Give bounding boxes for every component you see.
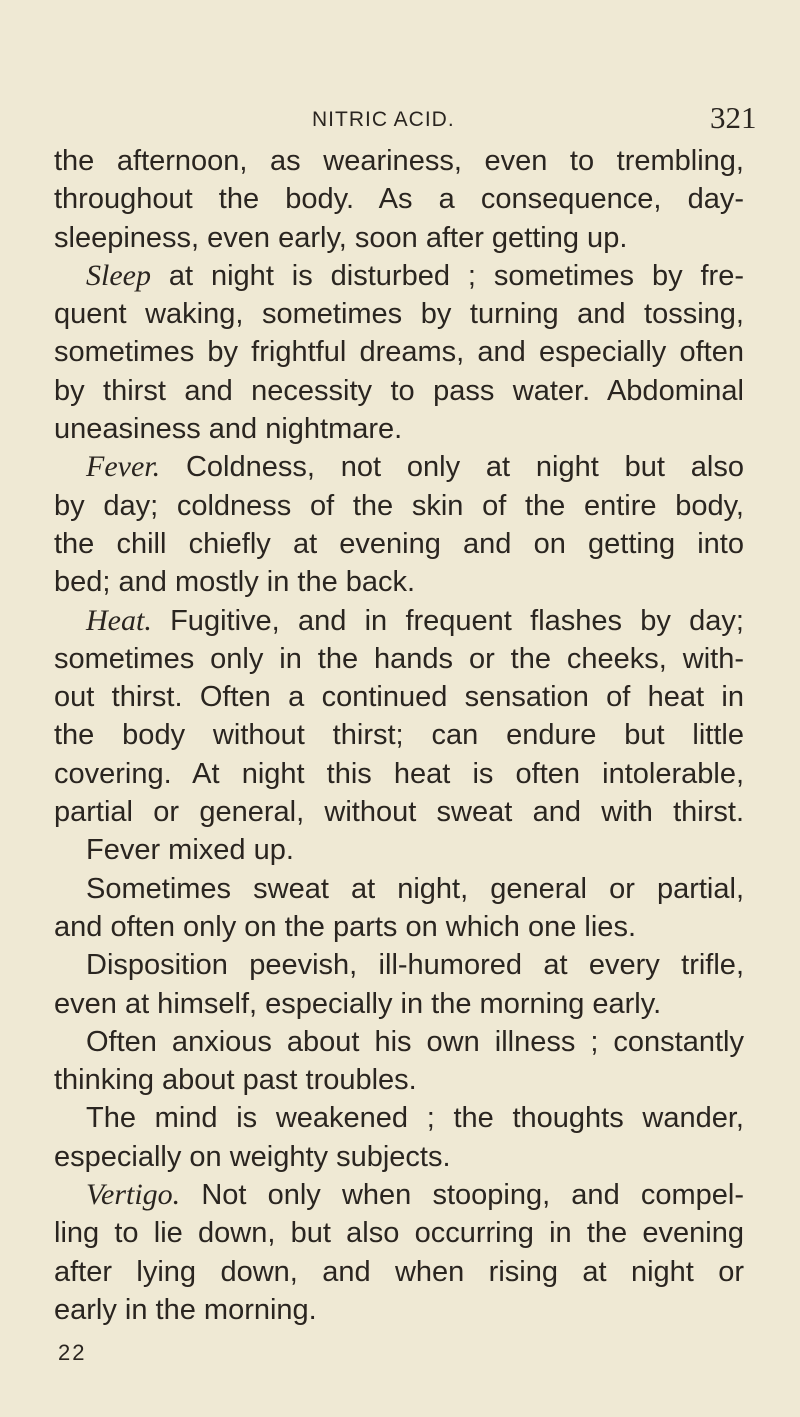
text-segment: uneasiness and nightmare.	[54, 413, 403, 446]
text-segment: by day; coldness of the skin of the entire body,	[54, 489, 744, 522]
text-segment: Disposition peevish, ill-humored at every trifle,	[86, 949, 744, 982]
text-segment: out thirst. Often a continued sensation of heat in	[54, 681, 744, 714]
text-line	[54, 831, 744, 869]
text-segment: even at himself, especially in the morning early.	[54, 987, 662, 1020]
text-segment: the afternoon, as weariness, even to trembling,	[54, 145, 744, 177]
text-segment: thinking about past troubles.	[54, 1064, 417, 1097]
running-title: NITRIC ACID.	[312, 108, 455, 131]
text-segment: especially on weighty subjects.	[54, 1140, 451, 1173]
text-line	[54, 1023, 744, 1061]
text-line	[54, 678, 744, 716]
text-line	[54, 372, 744, 410]
section-heading: Vertigo.	[86, 1178, 181, 1212]
text-line	[54, 1291, 744, 1329]
text-line	[54, 333, 744, 371]
text-line	[54, 142, 744, 180]
text-segment: sometimes only in the hands or the cheeks, with-	[54, 642, 744, 675]
text-segment: the body without thirst; can endure but little	[54, 719, 744, 752]
text-line	[54, 295, 744, 333]
text-segment: early in the morning.	[54, 1293, 317, 1326]
text-segment: sleepiness, even early, soon after getting up.	[54, 221, 628, 254]
text-line	[54, 525, 744, 563]
text-line	[54, 908, 744, 946]
text-line	[54, 180, 744, 218]
text-line	[54, 1061, 744, 1099]
section-heading: Heat.	[86, 603, 152, 637]
text-segment: Fever mixed up.	[86, 834, 294, 867]
text-segment: sometimes by frightful dreams, and especially often	[54, 336, 744, 369]
text-line	[54, 716, 744, 754]
text-segment: and often only on the parts on which one lies.	[54, 910, 636, 943]
text-line	[54, 448, 744, 486]
text-segment: after lying down, and when rising at night or	[54, 1255, 744, 1288]
page-number: 321	[710, 100, 757, 135]
text-segment: quent waking, sometimes by turning and tossing,	[54, 298, 744, 331]
text-segment: Fugitive, and in frequent flashes by day;	[151, 604, 744, 637]
text-line	[54, 487, 744, 525]
section-heading: Fever.	[86, 450, 161, 484]
text-line	[54, 640, 744, 678]
text-segment: bed; and mostly in the back.	[54, 566, 416, 599]
text-segment: the chill chiefly at evening and on getting into	[54, 527, 744, 560]
signature-mark: 22	[58, 1340, 87, 1365]
text-line	[54, 257, 744, 295]
text-line	[54, 219, 744, 257]
text-segment: partial or general, without sweat and with thirst.	[54, 796, 744, 829]
text-line	[54, 755, 744, 793]
text-line	[54, 793, 744, 831]
text-segment: ling to lie down, but also occurring in the evening	[54, 1217, 744, 1250]
text-line	[54, 1138, 744, 1176]
text-segment: throughout the body. As a consequence, day-	[54, 183, 744, 216]
text-line	[54, 1099, 744, 1137]
section-heading: Sleep	[86, 258, 151, 292]
text-segment: The mind is weakened ; the thoughts wander,	[86, 1102, 744, 1135]
text-line	[54, 602, 744, 640]
text-line	[54, 1214, 744, 1252]
text-line	[54, 946, 744, 984]
text-segment: at night is disturbed ; sometimes by fre-	[150, 259, 744, 292]
text-segment: covering. At night this heat is often intolerable,	[54, 757, 744, 790]
text-line	[54, 563, 744, 601]
text-segment: by thirst and necessity to pass water. Abdominal	[54, 374, 744, 407]
text-segment: Sometimes sweat at night, general or partial,	[86, 872, 744, 905]
text-line	[54, 1176, 744, 1214]
text-line	[54, 870, 744, 908]
text-line	[54, 1253, 744, 1291]
page-header	[0, 100, 800, 140]
text-line	[54, 985, 744, 1023]
text-segment: Coldness, not only at night but also	[160, 451, 744, 484]
body-text	[54, 142, 744, 1329]
text-line	[54, 410, 744, 448]
text-segment: Not only when stooping, and compel-	[180, 1179, 744, 1212]
text-segment: Often anxious about his own illness ; constantly	[86, 1025, 744, 1058]
